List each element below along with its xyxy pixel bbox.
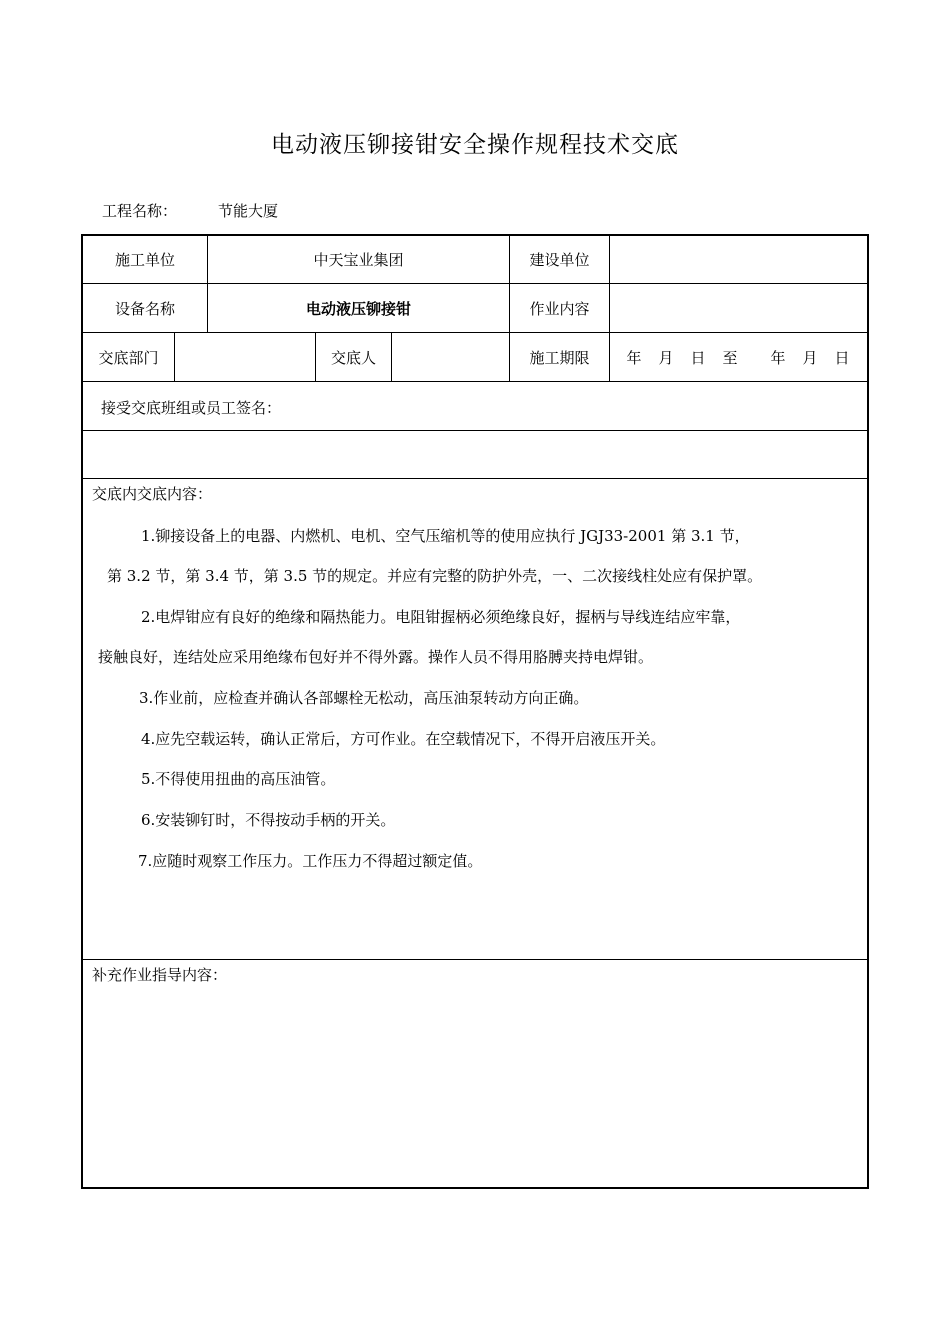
row-divider (83, 430, 867, 431)
content-line: 第 3.2 节，第 3.4 节，第 3.5 节的规定。并应有完整的防护外壳，一、二次接线柱处应有保护罩。 (107, 567, 763, 585)
signature-label: 接受交底班组或员工签名： (101, 399, 282, 417)
work-content-label: 作业内容 (529, 299, 590, 318)
person-label: 交底人 (330, 348, 376, 367)
dept-value (175, 333, 315, 381)
project-name-label: 工程名称： (102, 202, 178, 220)
work-content-value (610, 284, 867, 332)
content-line: 7.应随时观察工作压力。工作压力不得超过额定值。 (138, 852, 483, 870)
content-line: 1.铆接设备上的电器、内燃机、电机、空气压缩机等的使用应执行 JGJ33-2001 第 3.1 节， (141, 527, 750, 545)
row-divider (83, 478, 867, 479)
dept-label: 交底部门 (98, 348, 159, 367)
builder-unit-value (610, 236, 867, 283)
period-label: 施工期限 (529, 348, 590, 367)
content-line: 2.电焊钳应有良好的绝缘和隔热能力。电阻钳握柄必须绝缘良好，握柄与导线连结应牢靠， (141, 608, 741, 626)
equipment-name-value: 电动液压铆接钳 (305, 299, 411, 318)
supplement-label: 补充作业指导内容： (92, 966, 228, 984)
content-line: 6.安装铆钉时，不得按动手柄的开关。 (141, 811, 396, 829)
person-value (392, 333, 509, 381)
construction-unit-value: 中天宝业集团 (313, 251, 404, 269)
content-line: 3.作业前，应检查并确认各部螺栓无松动，高压油泵转动方向正确。 (139, 689, 589, 707)
row-divider (83, 381, 867, 382)
disclosure-table (81, 234, 869, 1189)
content-line: 接触良好，连结处应采用绝缘布包好并不得外露。操作人员不得用胳膊夹持电焊钳。 (98, 648, 654, 666)
construction-unit-label: 施工单位 (114, 251, 175, 269)
content-line: 4.应先空载运转，确认正常后，方可作业。在空载情况下，不得开启液压开关。 (141, 730, 666, 748)
page-title: 电动液压铆接钳安全操作规程技术交底 (271, 132, 679, 158)
row-divider (83, 959, 867, 960)
content-line: 5.不得使用扭曲的高压油管。 (141, 770, 336, 788)
content-label: 交底内交底内容： (92, 485, 213, 503)
project-name-value: 节能大厦 (218, 202, 279, 220)
builder-unit-label: 建设单位 (529, 251, 590, 269)
equipment-name-label: 设备名称 (114, 299, 175, 318)
period-value: 年 月 日 至 年 月 日 (626, 348, 851, 367)
